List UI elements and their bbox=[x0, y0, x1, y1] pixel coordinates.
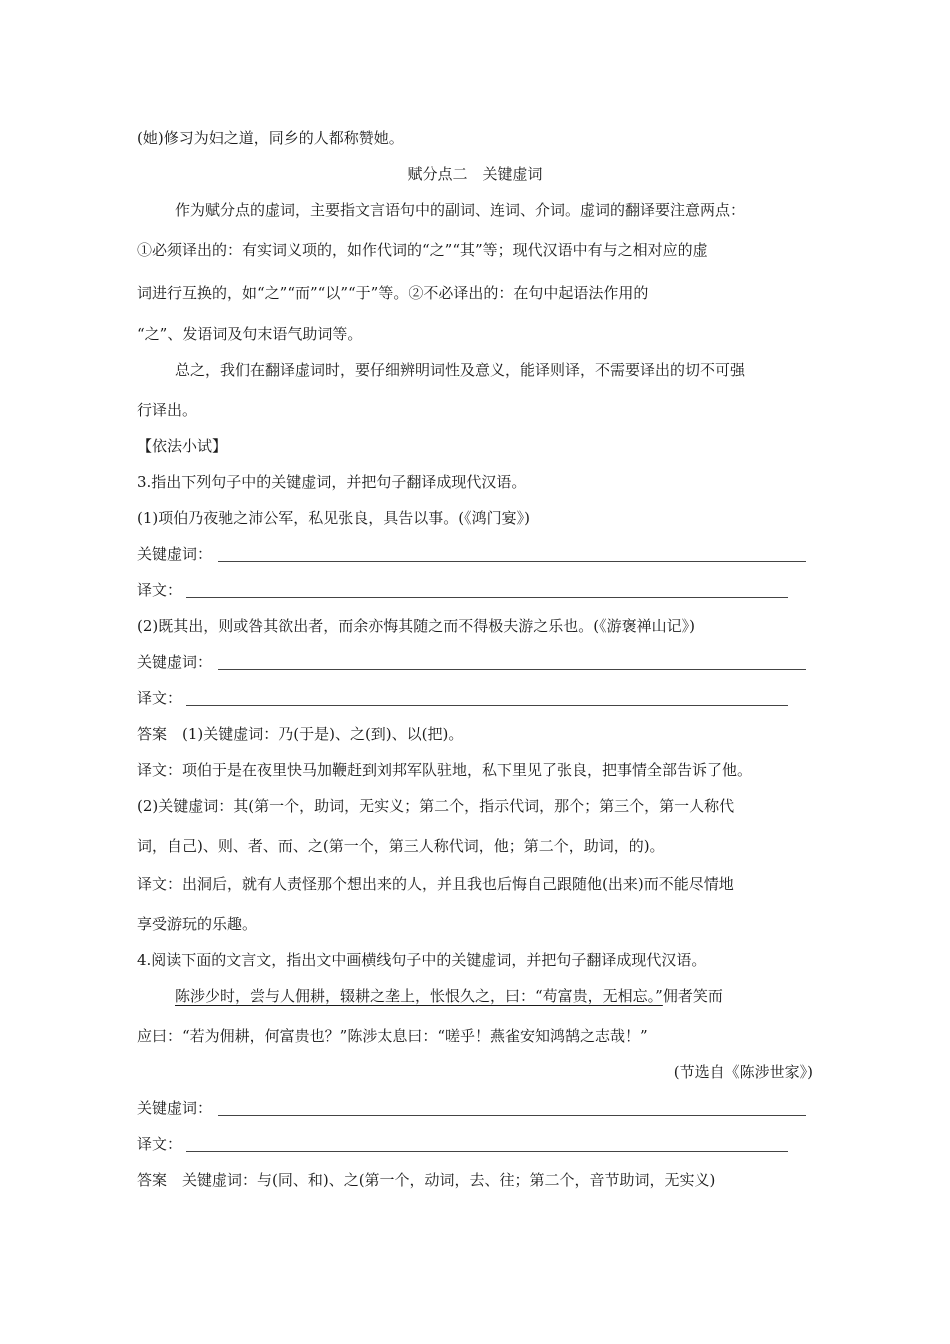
answer4-line: 答案 关键虚词：与(同、和)、之(第一个，动词，去、往；第二个，音节助词，无实义) bbox=[137, 1171, 716, 1189]
q4-keyword-answer-line[interactable] bbox=[218, 1115, 806, 1116]
q3-stem: 3.指出下列句子中的关键虚词，并把句子翻译成现代汉语。 bbox=[137, 473, 527, 491]
answer3-line-2: 译文：项伯于是在夜里快马加鞭赶到刘邦军队驻地，私下里见了张良，把事情全部告诉了他。 bbox=[137, 761, 753, 779]
practice-heading: 【依法小试】 bbox=[137, 437, 228, 455]
q4-passage-continuation: 佣者笑而 bbox=[662, 987, 723, 1005]
q4-keyword-label: 关键虚词： bbox=[137, 1099, 213, 1117]
q3-1-translation-label: 译文： bbox=[137, 581, 183, 599]
para1-line-3: 词进行互换的，如“之”“而”“以”“于”等。②不必译出的：在句中起语法作用的 bbox=[137, 284, 649, 302]
section-title: 赋分点二 关键虚词 bbox=[407, 165, 543, 183]
answer3-line-1: 答案 (1)关键虚词：乃(于是)、之(到)、以(把)。 bbox=[137, 725, 464, 743]
q3-1-translation-answer-line[interactable] bbox=[186, 597, 788, 598]
q3-1-keyword-label: 关键虚词： bbox=[137, 545, 213, 563]
q4-passage-line-2: 应曰：“若为佣耕，何富贵也？”陈涉太息曰：“嗟乎！燕雀安知鸿鹄之志哉！” bbox=[137, 1027, 648, 1045]
para2-line-2: 行译出。 bbox=[137, 401, 198, 419]
answer3-line-6: 享受游玩的乐趣。 bbox=[137, 915, 258, 933]
answer3-line-3: (2)关键虚词：其(第一个，助词，无实义；第二个，指示代词，那个；第三个，第一人称代 bbox=[137, 797, 735, 815]
q3-2-keyword-label: 关键虚词： bbox=[137, 653, 213, 671]
q3-2-translation-label: 译文： bbox=[137, 689, 183, 707]
q3-item-1: (1)项伯乃夜驰之沛公军，私见张良，具告以事。(《鸿门宴》) bbox=[137, 509, 530, 527]
answer3-line-4: 词，自己)、则、者、而、之(第一个，第三人称代词，他；第二个，助词，的)。 bbox=[137, 837, 665, 855]
q4-translation-label: 译文： bbox=[137, 1135, 183, 1153]
q4-passage-line-1 bbox=[175, 986, 723, 1006]
q4-translation-answer-line[interactable] bbox=[186, 1151, 788, 1152]
q3-2-translation-answer-line[interactable] bbox=[186, 705, 788, 706]
q4-source: (节选自《陈涉世家》) bbox=[673, 1063, 813, 1081]
q3-2-keyword-answer-line[interactable] bbox=[218, 669, 806, 670]
q3-item-2: (2)既其出，则或咎其欲出者，而余亦悔其随之而不得极夫游之乐也。(《游褒禅山记》) bbox=[137, 617, 695, 635]
answer3-line-5: 译文：出洞后，就有人责怪那个想出来的人，并且我也后悔自己跟随他(出来)而不能尽情地 bbox=[137, 875, 734, 893]
q4-stem: 4.阅读下面的文言文，指出文中画横线句子中的关键虚词，并把句子翻译成现代汉语。 bbox=[137, 951, 707, 969]
q4-underlined-sentence: 陈涉少时，尝与人佣耕，辍耕之垄上，怅恨久之，曰：“苟富贵，无相忘。” bbox=[175, 987, 663, 1005]
para1-line-2: ①必须译出的：有实词义项的，如作代词的“之”“其”等；现代汉语中有与之相对应的虚 bbox=[137, 241, 708, 259]
para1-line-1: 作为赋分点的虚词，主要指文言语句中的副词、连词、介词。虚词的翻译要注意两点： bbox=[175, 201, 746, 219]
intro-line: (她)修习为妇之道，同乡的人都称赞她。 bbox=[137, 129, 404, 147]
para2-line-1: 总之，我们在翻译虚词时，要仔细辨明词性及意义，能译则译，不需要译出的切不可强 bbox=[175, 361, 746, 379]
para1-line-4: “之”、发语词及句末语气助词等。 bbox=[137, 325, 363, 343]
q3-1-keyword-answer-line[interactable] bbox=[218, 561, 806, 562]
